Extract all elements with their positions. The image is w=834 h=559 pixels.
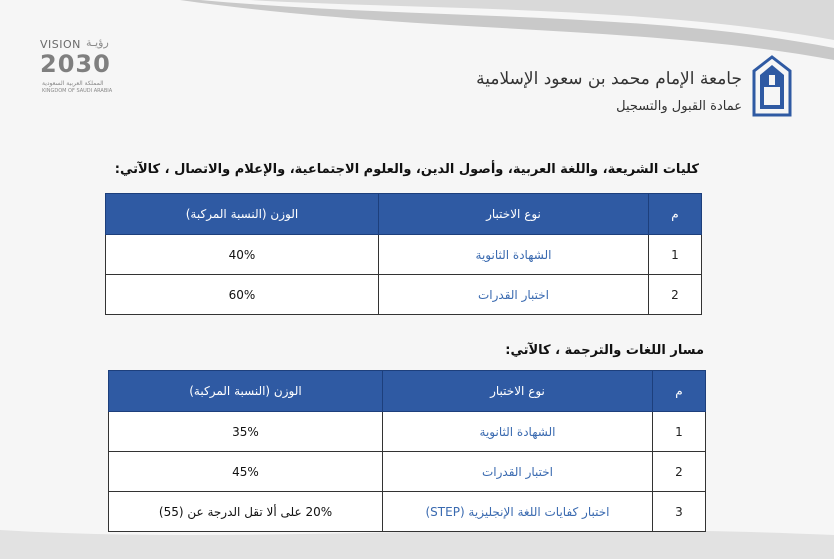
table-row bbox=[106, 235, 702, 275]
vision-year: 2030 bbox=[40, 50, 111, 78]
table-row bbox=[106, 275, 702, 315]
section-2-heading: مسار اللغات والترجمة ، كالآتي: bbox=[505, 343, 704, 358]
cell-num: 3 bbox=[653, 492, 706, 532]
header-num: م bbox=[649, 194, 702, 235]
header-type: نوع الاختبار bbox=[379, 194, 649, 235]
header-num: م bbox=[653, 371, 706, 412]
cell-type: اختبار القدرات bbox=[379, 275, 649, 315]
cell-type: اختبار كفايات اللغة الإنجليزية (STEP) bbox=[383, 492, 653, 532]
cell-weight: 45% bbox=[109, 452, 383, 492]
vision-2030-logo bbox=[38, 38, 128, 98]
cell-weight: 40% bbox=[106, 235, 379, 275]
table-row bbox=[109, 492, 706, 532]
weights-table-2 bbox=[108, 370, 706, 532]
vision-sub-arabic: المملكة العربية السعودية bbox=[42, 80, 104, 87]
table-row bbox=[109, 412, 706, 452]
cell-type: الشهادة الثانوية bbox=[379, 235, 649, 275]
cell-num: 1 bbox=[649, 235, 702, 275]
cell-type: الشهادة الثانوية bbox=[383, 412, 653, 452]
vision-arabic: رؤيـة bbox=[86, 36, 109, 49]
cell-num: 2 bbox=[649, 275, 702, 315]
header-weight: الوزن (النسبة المركبة) bbox=[106, 194, 379, 235]
university-header bbox=[476, 55, 794, 125]
section-1-heading: كليات الشريعة، واللغة العربية، وأصول الدين، والعلوم الاجتماعية، والإعلام والاتصال ، كالآتي: bbox=[114, 162, 699, 177]
cell-weight: 20% على ألا تقل الدرجة عن (55) bbox=[109, 492, 383, 532]
header-weight: الوزن (النسبة المركبة) bbox=[109, 371, 383, 412]
weights-table-1 bbox=[105, 193, 702, 315]
cell-num: 1 bbox=[653, 412, 706, 452]
table-header-row bbox=[106, 194, 702, 235]
university-name: جامعة الإمام محمد بن سعود الإسلامية bbox=[476, 69, 742, 89]
vision-word: VISION bbox=[40, 38, 81, 51]
cell-weight: 60% bbox=[106, 275, 379, 315]
department-name: عمادة القبول والتسجيل bbox=[616, 99, 742, 114]
header-type: نوع الاختبار bbox=[383, 371, 653, 412]
cell-weight: 35% bbox=[109, 412, 383, 452]
cell-type: اختبار القدرات bbox=[383, 452, 653, 492]
cell-num: 2 bbox=[653, 452, 706, 492]
university-emblem-icon bbox=[750, 55, 794, 117]
table-header-row bbox=[109, 371, 706, 412]
table-row bbox=[109, 452, 706, 492]
vision-sub-english: KINGDOM OF SAUDI ARABIA bbox=[42, 88, 113, 94]
